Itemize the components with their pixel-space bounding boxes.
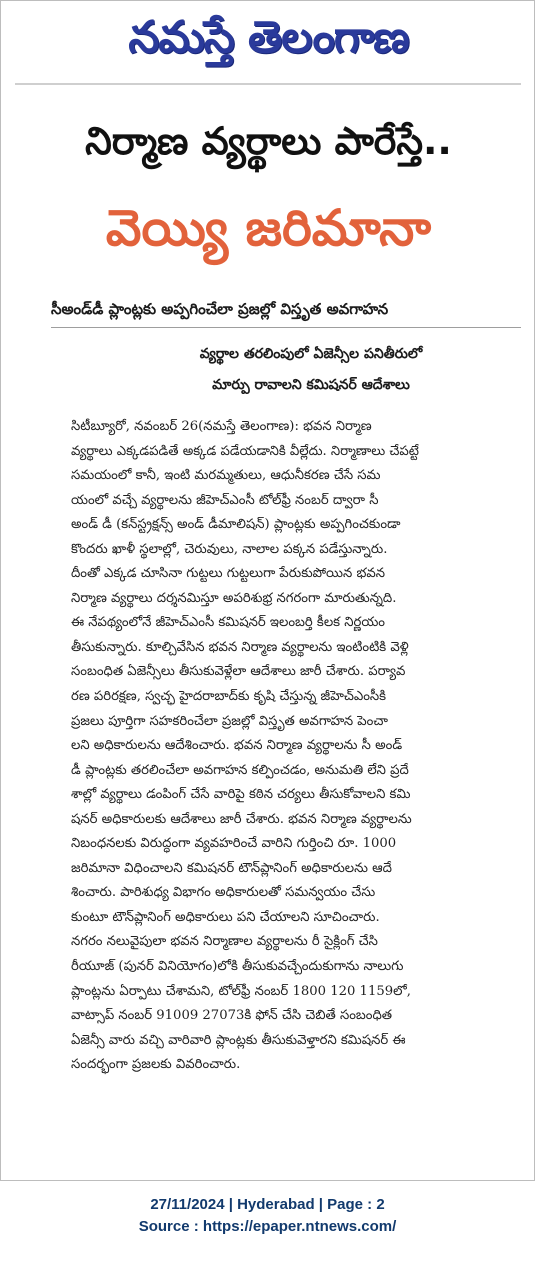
article-line: కుంటూ టౌన్‌ప్లానింగ్‌ అధికారులు పని చేయాలని సూచించారు. (71, 909, 380, 925)
footer (0, 1194, 535, 1238)
article-line: జరిమానా విధించాలని కమిషనర్‌ టౌన్‌ప్లానింగ్‌ అధికారులను ఆదే (71, 860, 392, 876)
article-line: కొందరు ఖాళీ స్థలాల్లో, చెరువులు, నాలాల పక్కన పడేస్తున్నారు. (71, 541, 388, 557)
article-line: రీయూజ్‌ (పునర్‌ వినియోగం)లోకి తీసుకువచ్చేందుకుగాను నాలుగు (71, 959, 404, 975)
article-line: యంలో వచ్చే వ్యర్థాలను జీహెచ్‌ఎంసీ టోల్‌ఫ్రీ నంబర్‌ ద్వారా సీ (71, 492, 379, 508)
article-line: ఏజెన్సీ వారు వచ్చి వారివారి ప్లాంట్లకు తీసుకువెళ్తారని కమిషనర్‌ ఈ (71, 1032, 406, 1048)
article-line: నిబంధనలకు విరుద్ధంగా వ్యవహరించే వారిని గుర్తించి రూ. 1000 (71, 836, 397, 852)
article-line: ప్లాంట్లను ఏర్పాటు చేశామని, టోల్‌ఫ్రీ నంబర్‌ 1800 120 1159లో, (71, 983, 411, 999)
article-line: వాట్సాప్‌ నంబర్‌ 91009 27073కి ఫోన్‌ చేసి చెబితే సంబంధిత (71, 1008, 393, 1024)
masthead-title: నమస్తే తెలంగాణ (128, 12, 409, 63)
deck-line-2: మార్పు రావాలని కమిషనర్‌ ఆదేశాలు (212, 377, 410, 393)
article-line: ఈ నేపథ్యంలోనే జీహెచ్‌ఎంసీ కమిషనర్‌ ఇలంబర్తి కీలక నిర్ణయం (71, 615, 385, 631)
article-line: సందర్భంగా ప్రజలకు వివరించారు. (71, 1057, 241, 1073)
article-line: లని అధికారులను ఆదేశించారు. భవన నిర్మాణ వ్యర్థాలను సీ అండ్‌ (71, 738, 403, 754)
masthead-rule (15, 83, 521, 85)
masthead (1, 5, 535, 71)
deck (101, 339, 521, 401)
article-line: వ్యర్థాలు ఎక్కడపడితే అక్కడ పడేయడానికి వీల్లేదు. నిర్మాణాలు చేపట్టే (71, 443, 419, 459)
article-line: ప్రజలు పూర్తిగా సహకరించేలా ప్రజల్లో విస్తృత అవగాహన పెంచా (71, 713, 388, 729)
article-line: సమయంలో కానీ, ఇంటి మరమ్మతులు, ఆధునీకరణ చేసే సమ (71, 468, 381, 484)
article-line: శాల్లో వ్యర్థాలు డంపింగ్‌ చేసే వారిపై కఠిన చర్యలు తీసుకోవాలని కమి (71, 787, 411, 803)
article-line: నిర్మాణ వ్యర్థాలు దర్శనమిస్తూ అపరిశుభ్ర నగరంగా మారుతున్నది. (71, 590, 397, 606)
article-line: సిటీబ్యూరో, నవంబర్‌ 26(నమస్తే తెలంగాణ): భవన నిర్మాణ (71, 419, 372, 434)
article-line: శించారు. పారిశుధ్య విభాగం అధికారులతో సమన్వయం చేసు (71, 885, 376, 901)
source-line: Source : https://epaper.ntnews.com/ (138, 1218, 397, 1235)
article-line: అండ్‌ డీ (కన్‌స్ట్రక్షన్స్‌ అండ్‌ డీమాలిషన్‌) ప్లాంట్లకు అప్పగించకుండా (71, 517, 401, 533)
headline-line-1: నిర్మాణ వ్యర్థాలు పారేస్తే.. (85, 119, 452, 163)
article-line: రణ పరిరక్షణ, స్వచ్ఛ హైదరాబాద్‌కు కృషి చేస్తున్న జీహెచ్‌ఎంసీకి (71, 689, 387, 705)
article-body (71, 415, 521, 1078)
article-line: డీ ప్లాంట్లకు తరలించేలా అవగాహన కల్పించడం, అనుమతి లేని ప్రదే (71, 762, 409, 778)
article-line: షనర్‌ అధికారులకు ఆదేశాలు జారీ చేశారు. భవన నిర్మాణ వ్యర్థాలను (71, 811, 412, 827)
deck-line-1: వ్యర్థాల తరలింపులో ఏజెన్సీల పనితీరులో (199, 346, 423, 362)
article-line: సంబంధిత ఏజెన్సీలు తీసుకువెళ్లేలా ఆదేశాలు జారీ చేశారు. పర్యావ (71, 664, 406, 680)
dateline: 27/11/2024 | Hyderabad | Page : 2 (150, 1196, 385, 1213)
article-line: దీంతో ఎక్కడ చూసినా గుట్టలు గుట్టలుగా పేరుకుపోయిన భవన (71, 566, 385, 582)
article-line: తీసుకున్నారు. కూల్చివేసిన భవన నిర్మాణ వ్యర్థాలను ఇంటింటికి వెళ్లి (71, 639, 409, 655)
article-line: నగరం నలువైపులా భవన నిర్మాణాల వ్యర్థాలను రీ సైక్లింగ్‌ చేసి (71, 934, 378, 950)
subheadline: సీఅండ్‌డీ ప్లాంట్లకు అప్పగించేలా ప్రజల్లో విస్తృత అవగాహన (51, 291, 521, 328)
headline-line-2: వెయ్యి జరిమానా (105, 199, 432, 257)
